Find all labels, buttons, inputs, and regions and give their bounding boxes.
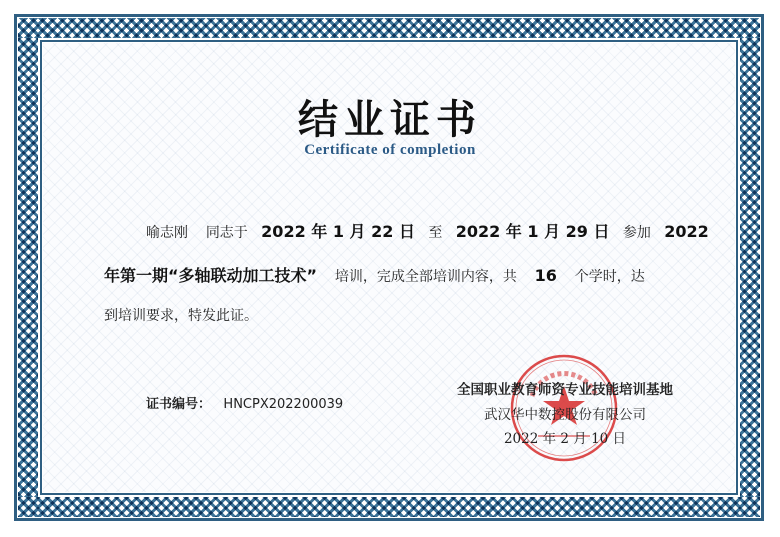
training-hours: 16 xyxy=(534,266,557,285)
certificate-subtitle: Certificate of completion xyxy=(304,142,476,158)
attend-text: 参加 xyxy=(622,225,651,241)
recipient-name: 喻志刚 xyxy=(146,225,188,241)
course-year: 2022 xyxy=(664,222,709,241)
issuer-company: 武汉华中数控股份有限公司 xyxy=(484,407,646,423)
body-line-1 xyxy=(146,219,709,242)
to-text: 至 xyxy=(428,225,443,241)
training-text: 培训，完成全部培训内容，共 xyxy=(334,269,517,285)
tongzhi-text: 同志于 xyxy=(205,225,248,241)
issue-date: 2022 年 2 月 10 日 xyxy=(503,431,627,447)
body-line-2 xyxy=(104,263,645,286)
start-date: 2022 年 1 月 22 日 xyxy=(261,222,415,241)
certificate-number-label: 证书编号： xyxy=(146,397,212,412)
hours-text: 个学时，达 xyxy=(574,269,645,285)
issuer-base: 全国职业教育师资专业技能培训基地 xyxy=(457,382,673,398)
end-date: 2022 年 1 月 29 日 xyxy=(455,222,610,241)
body-line-3: 到培训要求，特发此证。 xyxy=(104,308,258,324)
certificate-title: 结业证书 xyxy=(298,96,482,143)
course-name: 年第一期“多轴联动加工技术” xyxy=(104,266,318,285)
certificate-number xyxy=(146,393,343,412)
certificate-number-value: HNCPX202200039 xyxy=(223,397,344,412)
